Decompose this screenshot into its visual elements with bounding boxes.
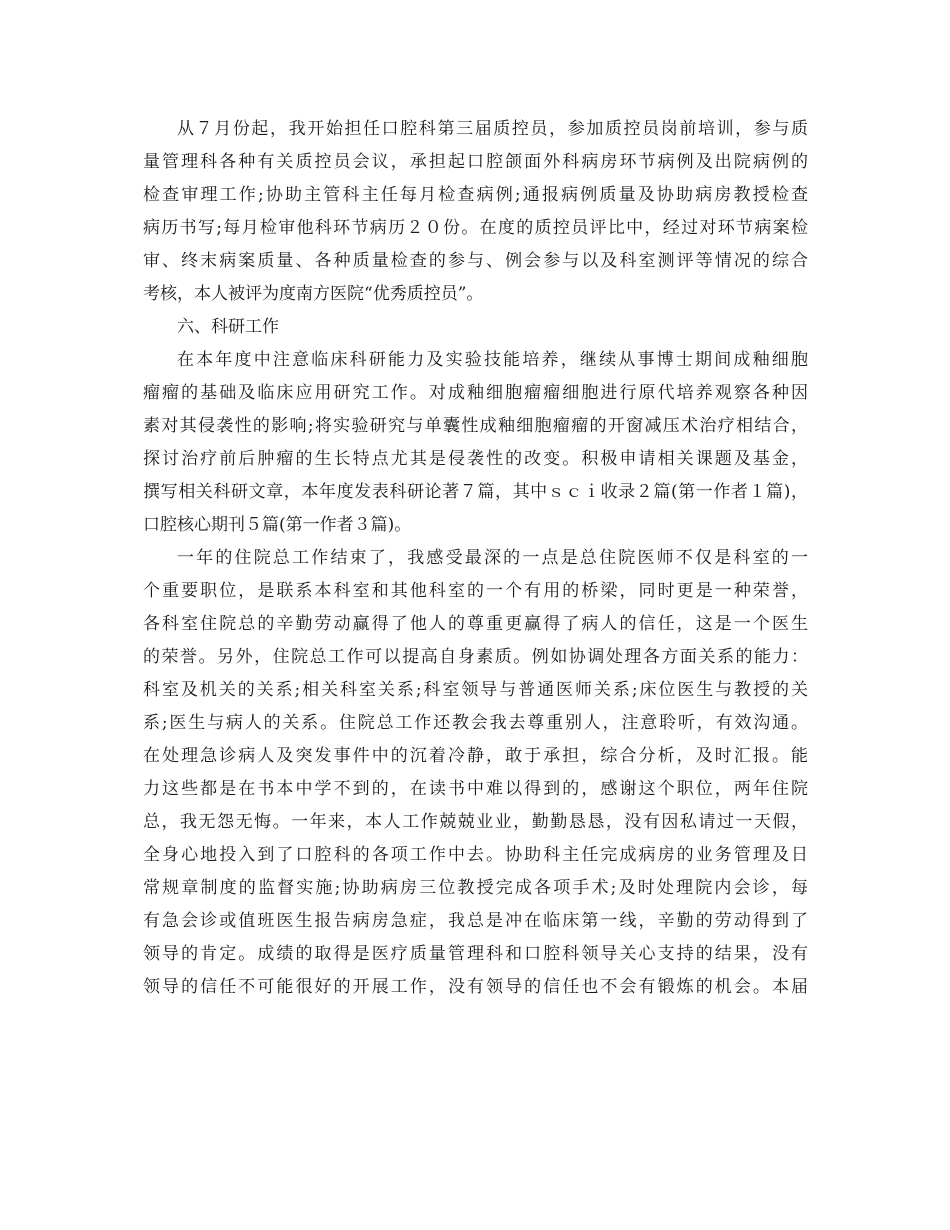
text-line: 常规章制度的监督实施;协助病房三位教授完成各项手术;及时处理院内会诊，每 <box>143 878 808 898</box>
text-line: 领导的信任不可能很好的开展工作，没有领导的信任也不会有锻炼的机会。本届 <box>143 977 808 997</box>
text-line: 考核，本人被评为度南方医院“优秀质控员”。 <box>143 284 484 304</box>
text-line: 检查审理工作;协助主管科主任每月检查病例;通报病例质量及协助病房教授检查 <box>143 185 808 205</box>
text-line: 量管理科各种有关质控员会议，承担起口腔颌面外科病房环节病例及出院病例的 <box>143 152 808 172</box>
text-line: 各科室住院总的辛勤劳动赢得了他人的尊重更赢得了病人的信任，这是一个医生 <box>143 614 808 634</box>
text-line: 在处理急诊病人及突发事件中的沉着冷静，敢于承担，综合分析，及时汇报。能 <box>143 746 808 766</box>
text-line: 从７月份起，我开始担任口腔科第三届质控员，参加质控员岗前培训，参与质 <box>177 119 808 139</box>
paragraph-research <box>143 344 808 542</box>
paragraph-quality-control <box>143 113 808 311</box>
paragraph-summary <box>143 542 808 1004</box>
text-line: 探讨治疗前后肿瘤的生长特点尤其是侵袭性的改变。积极申请相关课题及基金， <box>143 449 808 469</box>
text-line: 有急会诊或值班医生报告病房急症，我总是冲在临床第一线，辛勤的劳动得到了 <box>143 911 808 931</box>
text-line: 的荣誉。另外，住院总工作可以提高自身素质。例如协调处理各方面关系的能力： <box>143 647 808 667</box>
text-line: 瘤瘤的基础及临床应用研究工作。对成釉细胞瘤瘤细胞进行原代培养观察各种因 <box>143 383 808 403</box>
document-body <box>143 113 808 1004</box>
text-line: 撰写相关科研文章，本年度发表科研论著７篇，其中ｓｃｉ收录２篇(第一作者１篇)， <box>143 482 808 502</box>
text-line: 领导的肯定。成绩的取得是医疗质量管理科和口腔科领导关心支持的结果，没有 <box>143 944 808 964</box>
section-heading-research: 六、科研工作 <box>177 317 279 337</box>
text-line: 素对其侵袭性的影响;将实验研究与单囊性成釉细胞瘤瘤的开窗减压术治疗相结合， <box>143 416 808 436</box>
text-line: 科室及机关的关系;相关科室关系;科室领导与普通医师关系;床位医生与教授的关 <box>143 680 808 700</box>
text-line: 总，我无怨无悔。一年来，本人工作兢兢业业，勤勤恳恳，没有因私请过一天假， <box>143 812 808 832</box>
text-line: 一年的住院总工作结束了，我感受最深的一点是总住院医师不仅是科室的一 <box>177 548 808 568</box>
text-line: 系;医生与病人的关系。住院总工作还教会我去尊重别人，注意聆听，有效沟通。 <box>143 713 808 733</box>
text-line: 口腔核心期刊５篇(第一作者３篇)。 <box>143 515 412 535</box>
text-line: 力这些都是在书本中学不到的，在读书中难以得到的，感谢这个职位，两年住院 <box>143 779 808 799</box>
text-line: 病历书写;每月检审他科环节病历２０份。在度的质控员评比中，经过对环节病案检 <box>143 218 808 238</box>
text-line: 在本年度中注意临床科研能力及实验技能培养，继续从事博士期间成釉细胞 <box>177 350 808 370</box>
text-line: 审、终末病案质量、各种质量检查的参与、例会参与以及科室测评等情况的综合 <box>143 251 808 271</box>
text-line: 全身心地投入到了口腔科的各项工作中去。协助科主任完成病房的业务管理及日 <box>143 845 808 865</box>
text-line: 个重要职位，是联系本科室和其他科室的一个有用的桥梁，同时更是一种荣誉， <box>143 581 808 601</box>
